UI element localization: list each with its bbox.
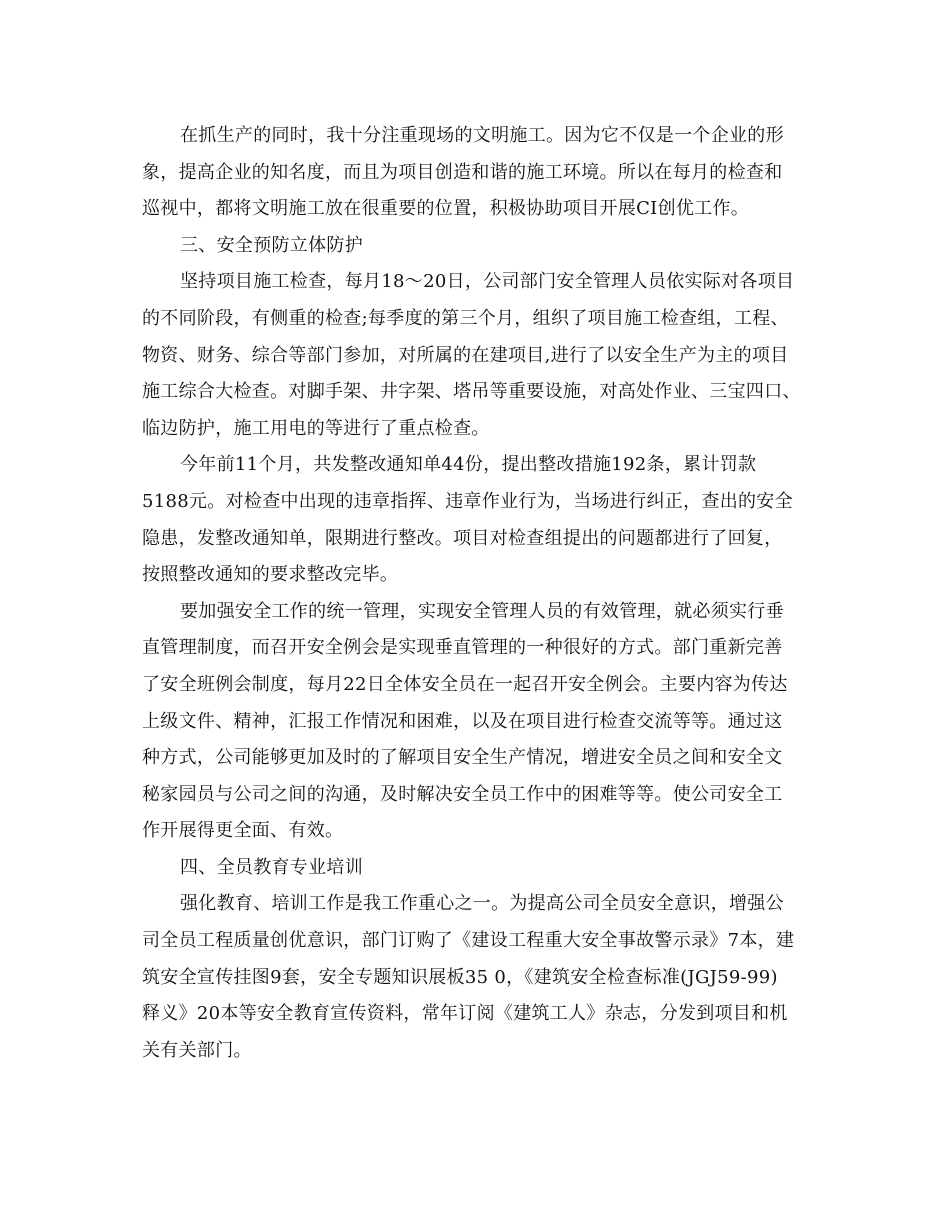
paragraph-line: 今年前11个月，共发整改通知单44份，提出整改措施192条，累计罚款 (180, 454, 757, 476)
paragraph-line: 司全员工程质量创优意识，部门订购了《建设工程重大安全事故警示录》7本，建 (142, 930, 795, 952)
paragraph-line: 关有关部门。 (142, 1039, 252, 1061)
paragraph-line: 在抓生产的同时，我十分注重现场的文明施工。因为它不仅是一个企业的形 (180, 125, 784, 146)
paragraph-line: 5188元。对检查中出现的违章指挥、违章作业行为，当场进行纠正，查出的安全 (142, 490, 793, 512)
paragraph-line: 隐患，发整改通知单，限期进行整改。项目对检查组提出的问题都进行了回复， (142, 527, 783, 549)
paragraph-line: 释义》20本等安全教育宣传资料，常年订阅《建筑工人》杂志，分发到项目和机 (142, 1003, 788, 1025)
section-heading-staff-training: 四、全员教育专业培训 (180, 856, 363, 878)
paragraph-line: 筑安全宣传挂图9套，安全专题知识展板35 0，《建筑安全检查标准(JGJ59-99) (142, 966, 778, 988)
paragraph-line: 坚持项目施工检查，每月18～20日，公司部门安全管理人员依实际对各项目 (180, 271, 795, 293)
paragraph-line: 按照整改通知的要求整改完毕。 (142, 564, 399, 586)
paragraph-line: 直管理制度，而召开安全例会是实现垂直管理的一种很好的方式。部门重新完善 (142, 637, 783, 659)
paragraph-line: 作开展得更全面、有效。 (142, 820, 344, 842)
paragraph-line: 临边防护，施工用电的等进行了重点检查。 (142, 417, 490, 439)
document-body (142, 118, 808, 1069)
paragraph-line: 象，提高企业的知名度，而且为项目创造和谐的施工环境。所以在每月的检查和 (142, 161, 783, 183)
paragraph-line: 物资、财务、综合等部门参加，对所属的在建项目,进行了以安全生产为主的项目 (142, 344, 789, 366)
paragraph-line: 种方式，公司能够更加及时的了解项目安全生产情况，增进安全员之间和安全文 (142, 747, 783, 769)
paragraph-line: 施工综合大检查。对脚手架、井字架、塔吊等重要设施，对高处作业、三宝四口、 (142, 381, 801, 403)
paragraph-line: 巡视中，都将文明施工放在很重要的位置，积极协助项目开展CI创优工作。 (142, 198, 750, 220)
paragraph-line: 强化教育、培训工作是我工作重心之一。为提高公司全员安全意识，增强公 (180, 893, 784, 915)
section-heading-safety-prevention: 三、安全预防立体防护 (180, 234, 363, 256)
paragraph-line: 要加强安全工作的统一管理，实现安全管理人员的有效管理，就必须实行垂 (180, 600, 784, 622)
paragraph-line: 的不同阶段，有侧重的检查;每季度的第三个月，组织了项目施工检查组，工程、 (142, 307, 789, 329)
paragraph-line: 了安全班例会制度，每月22日全体安全员在一起召开安全例会。主要内容为传达 (142, 673, 788, 695)
paragraph-line: 秘家园员与公司之间的沟通，及时解决安全员工作中的困难等等。使公司安全工 (142, 783, 783, 805)
paragraph-line: 上级文件、精神，汇报工作情况和困难，以及在项目进行检查交流等等。通过这 (142, 710, 783, 732)
